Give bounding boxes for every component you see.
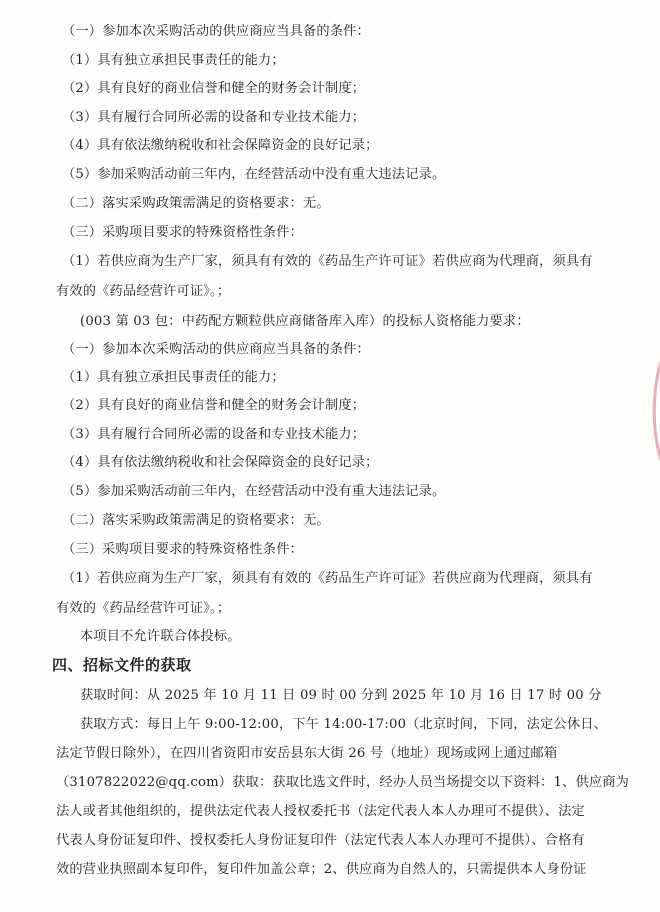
section-heading: 四、招标文件的获取 bbox=[52, 656, 192, 674]
text-line: 有效的《药品经营许可证》。； bbox=[56, 284, 231, 299]
text-line: (003 第 03 包：中药配方颗粒供应商储备库入库）的投标人资格能力要求： bbox=[80, 314, 530, 329]
text-line: 效的营业执照副本复印件，复印件加盖公章；2、供应商为自然人的，只需提供本人身份证 bbox=[56, 862, 587, 877]
text-line: 法人或者其他组织的，提供法定代表人授权委托书（法定代表人本人办理可不提供）、法定 bbox=[56, 804, 585, 819]
text-line: （2）具有良好的商业信誉和健全的财务会计制度； bbox=[62, 81, 366, 96]
text-line: 代表人身份证复印件、授权委托人身份证复印件（法定代表人本人办理可不提供）、合格有 bbox=[56, 833, 585, 848]
text-line: （3）具有履行合同所必需的设备和专业技术能力； bbox=[62, 427, 366, 442]
text-line: 本项目不允许联合体投标。 bbox=[80, 629, 241, 644]
text-line: 有效的《药品经营许可证》。； bbox=[56, 601, 231, 616]
text-line: 法定节假日除外），在四川省资阳市安岳县东大街 26 号（地址）现场或网上通过邮箱 bbox=[56, 746, 558, 761]
text-line: （三）采购项目要求的特殊资格性条件： bbox=[62, 225, 303, 240]
text-line: （5）参加采购活动前三年内，在经营活动中没有重大违法记录。 bbox=[62, 484, 446, 499]
text-line: （一）参加本次采购活动的供应商应当具备的条件： bbox=[62, 24, 370, 39]
text-line: （一）参加本次采购活动的供应商应当具备的条件： bbox=[62, 342, 370, 357]
text-line: （3107822022@qq.com）获取：获取比选文件时，经办人员当场提交以下资料：1、供应商为 bbox=[56, 775, 629, 790]
text-line: （2）具有良好的商业信誉和健全的财务会计制度； bbox=[62, 398, 366, 413]
seal-stamp-icon bbox=[638, 330, 660, 490]
text-line: （4）具有依法缴纳税收和社会保障资金的良好记录； bbox=[62, 138, 379, 153]
text-line: （1）若供应商为生产厂家，须具有有效的《药品生产许可证》若供应商为代理商，须具有 bbox=[62, 254, 593, 269]
text-line: （1）具有独立承担民事责任的能力； bbox=[62, 53, 285, 68]
text-line: （1）具有独立承担民事责任的能力； bbox=[62, 370, 285, 385]
text-line: （4）具有依法缴纳税收和社会保障资金的良好记录； bbox=[62, 455, 379, 470]
text-line: （二）落实采购政策需满足的资格要求：无。 bbox=[62, 513, 330, 528]
text-line: （3）具有履行合同所必需的设备和专业技术能力； bbox=[62, 110, 366, 125]
text-line: （二）落实采购政策需满足的资格要求：无。 bbox=[62, 196, 330, 211]
text-line: （1）若供应商为生产厂家，须具有有效的《药品生产许可证》若供应商为代理商，须具有 bbox=[62, 571, 593, 586]
text-line: 获取时间：从 2025 年 10 月 11 日 09 时 00 分到 2025 年 10 月 16 日 17 时 00 分 bbox=[80, 688, 602, 703]
text-line: 获取方式：每日上午 9:00-12:00，下午 14:00-17:00（北京时间，下同，法定公休日、 bbox=[80, 717, 607, 732]
text-line: （三）采购项目要求的特殊资格性条件： bbox=[62, 542, 303, 557]
text-line: （5）参加采购活动前三年内，在经营活动中没有重大违法记录。 bbox=[62, 167, 446, 182]
